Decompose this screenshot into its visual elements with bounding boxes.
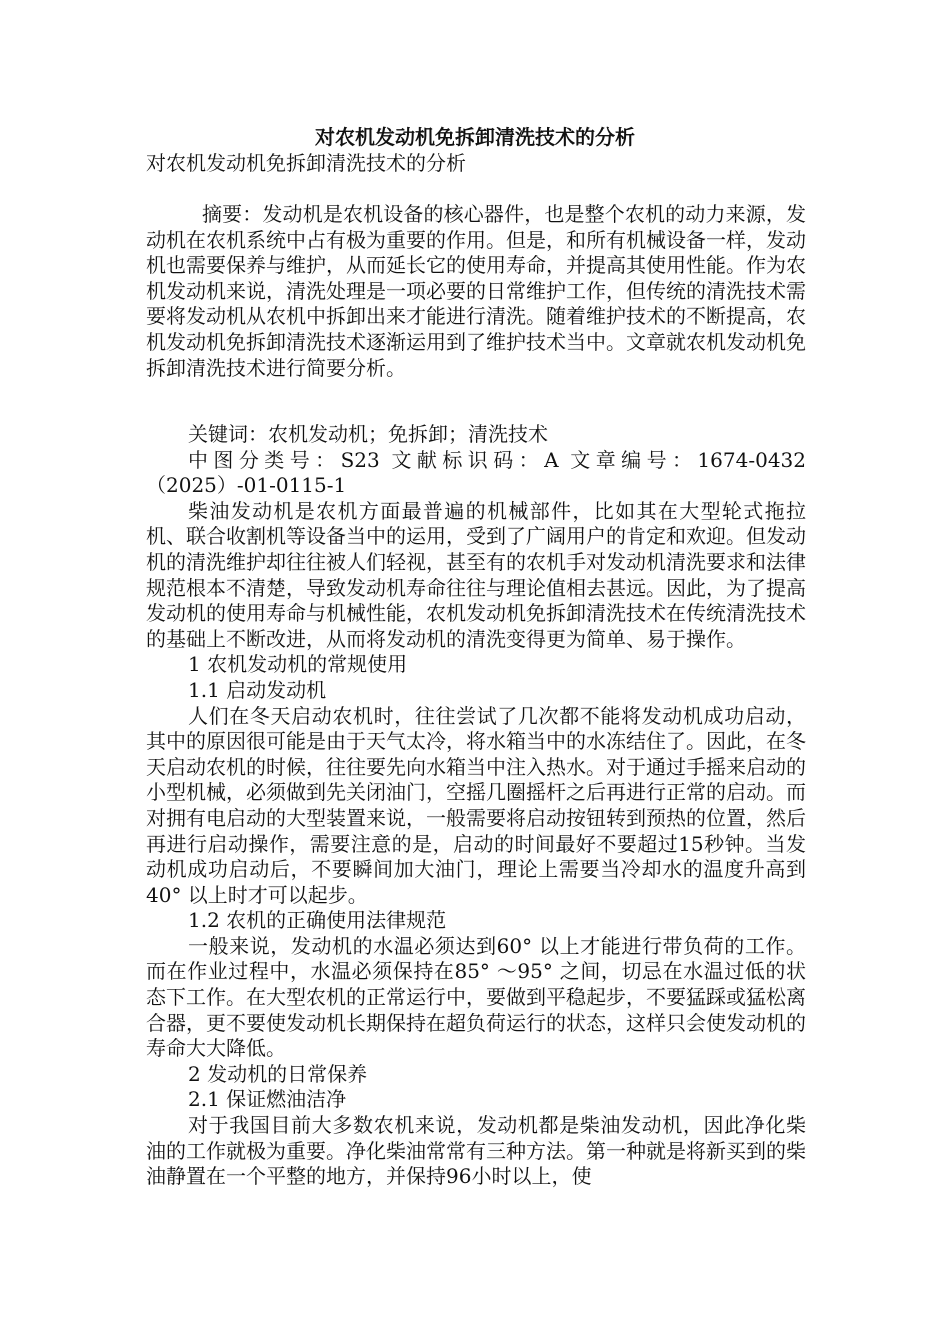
intro-paragraph: 柴油发动机是农机方面最普遍的机械部件，比如其在大型轮式拖拉机、联合收割机等设备当中的运用，受到了广阔用户的肯定和欢迎。但发动机的清洗维护却往往被人们轻视，甚至有的农机手对发动机清洗要求和法律规范根本不清楚，导致发动机寿命往往与理论值相去甚远。因此，为了提高发动机的使用寿命与机械性能，农机发动机免拆卸清洗技术在传统清洗技术的基础上不断改进，从而将发动机的清洗变得更为简单、易于操作。 — [146, 498, 806, 651]
keywords-line: 关键词：农机发动机；免拆卸；清洗技术 — [188, 422, 548, 446]
section-1-1-heading: 1.1 启动发动机 — [188, 677, 327, 702]
section-1-2-heading: 1.2 农机的正确使用法律规范 — [188, 908, 447, 933]
main-body — [146, 422, 806, 1190]
abstract-block — [146, 202, 806, 381]
section-1-2-paragraph: 一般来说，发动机的水温必须达到60° 以上才能进行带负荷的工作。而在作业过程中，水温必须保持在85° ～95° 之间，切忌在水温过低的状态下工作。在大型农机的正常运行中，要做到平稳起步，不要猛踩或猛松离合器，更不要使发动机长期保持在超负荷运行的状态，这样只会使发动机的寿命大大降低。 — [146, 933, 806, 1061]
document-title: 对农机发动机免拆卸清洗技术的分析 — [315, 125, 635, 149]
abstract-paragraph: 摘要：发动机是农机设备的核心器件，也是整个农机的动力来源，发动机在农机系统中占有极为重要的作用。但是，和所有机械设备一样，发动机也需要保养与维护，从而延长它的使用寿命，并提高其使用性能。作为农机发动机来说，清洗处理是一项必要的日常维护工作，但传统的清洗技术需要将发动机从农机中拆卸出来才能进行清洗。随着维护技术的不断提高，农机发动机免拆卸清洗技术逐渐运用到了维护技术当中。文章就农机发动机免拆卸清洗技术进行简要分析。 — [146, 202, 806, 380]
section-2-heading: 2 发动机的日常保养 — [188, 1061, 368, 1086]
section-1-heading: 1 农机发动机的常规使用 — [188, 652, 408, 677]
classification-line: 中图分类号：S23 文献标识码：A 文章编号：1674-0432（2025）-01-0115-1 — [146, 447, 806, 498]
section-1-1-paragraph: 人们在冬天启动农机时，往往尝试了几次都不能将发动机成功启动，其中的原因很可能是由于天气太冷，将水箱当中的水冻结住了。因此，在冬天启动农机的时候，往往要先向水箱当中注入热水。对于通过手摇来启动的小型机械，必须做到先关闭油门，空摇几圈摇杆之后再进行正常的启动。而对拥有电启动的大型装置来说，一般需要将启动按钮转到预热的位置，然后再进行启动操作，需要注意的是，启动的时间最好不要超过15秒钟。当发动机成功启动后，不要瞬间加大油门，理论上需要当冷却水的温度升高到40° 以上时才可以起步。 — [146, 703, 806, 907]
document-subtitle: 对农机发动机免拆卸清洗技术的分析 — [146, 151, 466, 175]
section-2-1-heading: 2.1 保证燃油洁净 — [188, 1087, 347, 1112]
section-2-1-paragraph: 对于我国目前大多数农机来说，发动机都是柴油发动机，因此净化柴油的工作就极为重要。净化柴油常常有三种方法。第一种就是将新买到的柴油静置在一个平整的地方，并保持96小时以上，使 — [146, 1113, 806, 1189]
